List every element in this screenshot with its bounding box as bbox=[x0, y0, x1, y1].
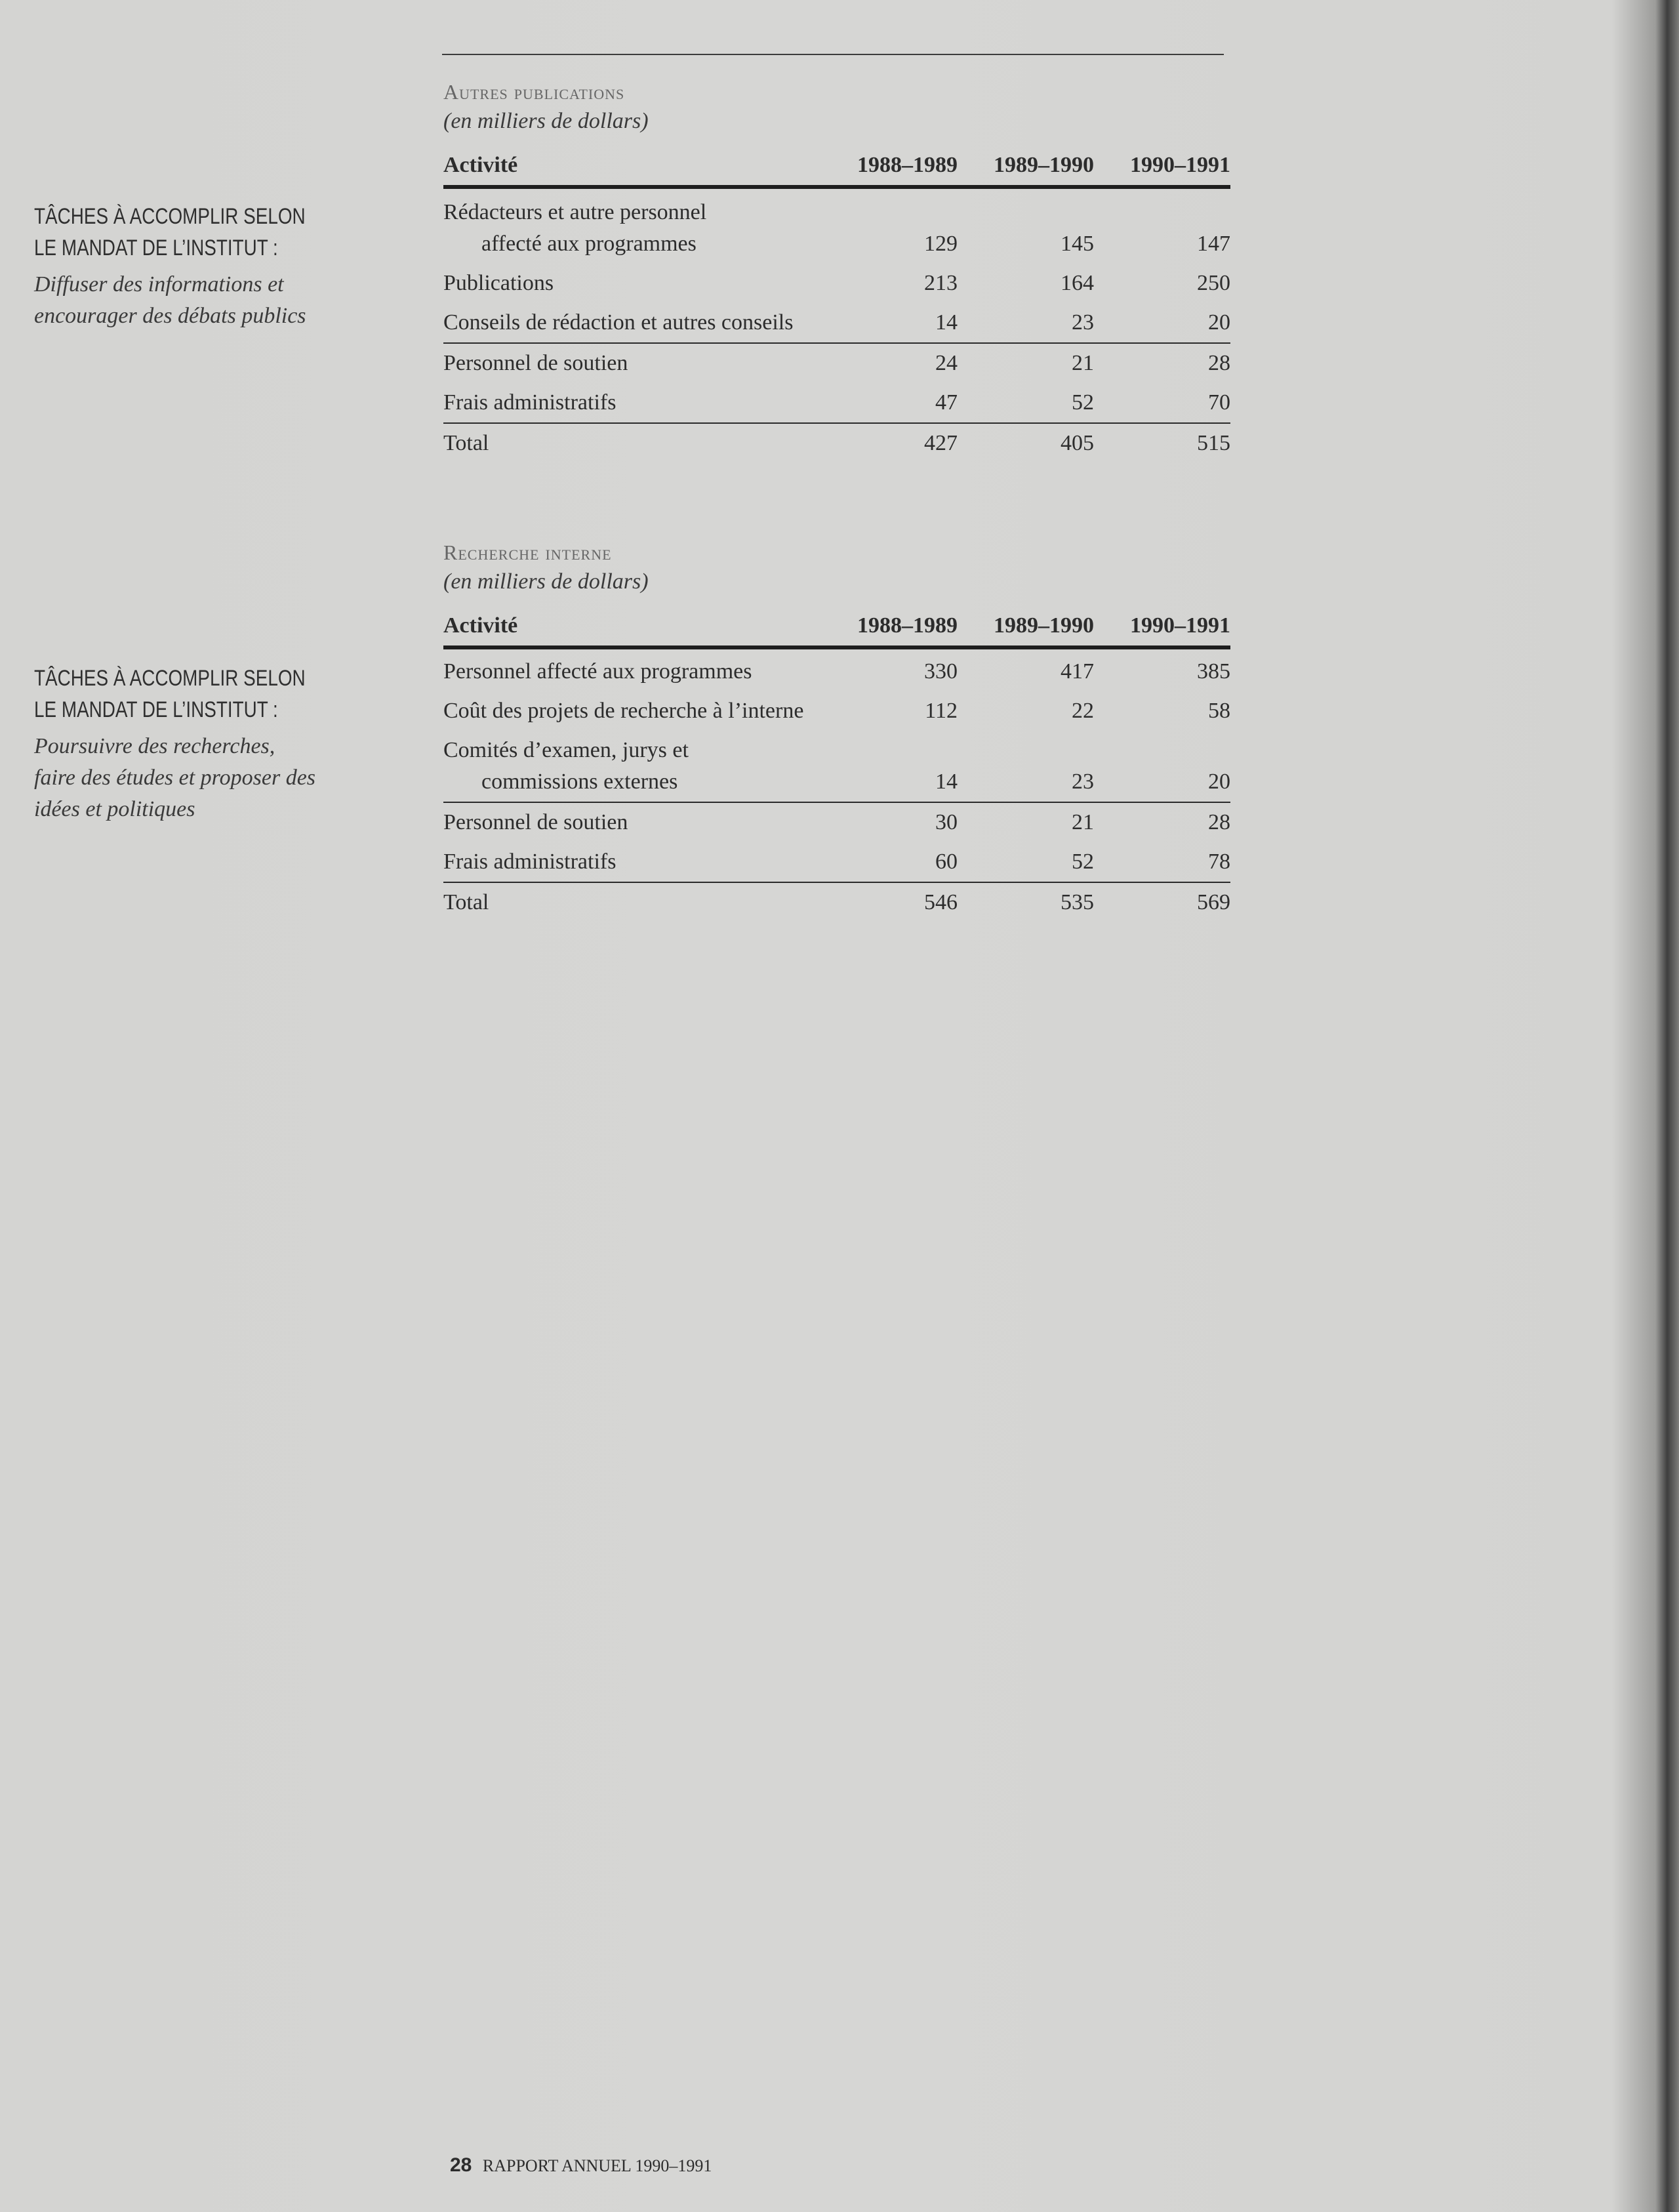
mandate-text-line: Diffuser des informations et bbox=[34, 272, 284, 297]
value-1989-1990: 21 bbox=[1072, 810, 1094, 834]
row-label: Conseils de rédaction et autres conseils bbox=[443, 310, 794, 335]
mandate-text-line: Poursuivre des recherches, bbox=[34, 734, 275, 758]
value-1990-1991: 569 bbox=[1197, 890, 1230, 914]
row-label: Personnel affecté aux programmes bbox=[443, 659, 752, 684]
row-label-line1: Rédacteurs et autre personnel bbox=[443, 200, 707, 224]
value-1989-1990: 21 bbox=[1072, 351, 1094, 375]
value-1990-1991: 70 bbox=[1208, 390, 1230, 415]
table-subtitle: (en milliers de dollars) bbox=[443, 109, 649, 133]
mandate-text-line: faire des études et proposer des bbox=[34, 766, 316, 790]
table-row bbox=[443, 691, 1230, 731]
value-1988-1989: 24 bbox=[935, 351, 958, 375]
header-activity: Activité bbox=[443, 613, 518, 638]
footer-text: RAPPORT ANNUEL 1990–1991 bbox=[482, 2156, 712, 2175]
mandate-sidebar-1 bbox=[34, 201, 375, 332]
value-1990-1991: 78 bbox=[1208, 850, 1230, 874]
mandate-heading-line2: LE MANDAT DE L’INSTITUT : bbox=[34, 236, 278, 260]
mandate-text bbox=[34, 731, 375, 825]
header-activity: Activité bbox=[443, 153, 518, 177]
table-autres-publications bbox=[443, 77, 1230, 463]
table-row bbox=[443, 383, 1230, 424]
table-row bbox=[443, 189, 1230, 264]
table-row bbox=[443, 649, 1230, 691]
row-label-line1: Comités d’examen, jurys et bbox=[443, 738, 689, 762]
table-row bbox=[443, 842, 1230, 883]
header-year-3: 1990–1991 bbox=[1130, 613, 1230, 638]
value-1990-1991: 28 bbox=[1208, 810, 1230, 834]
value-1989-1990: 417 bbox=[1061, 659, 1094, 684]
table-header bbox=[443, 151, 1230, 189]
value-1988-1989: 213 bbox=[924, 271, 958, 295]
value-1988-1989: 30 bbox=[935, 810, 958, 834]
table-subtitle: (en milliers de dollars) bbox=[443, 569, 649, 594]
value-1990-1991: 20 bbox=[1208, 310, 1230, 335]
mandate-text bbox=[34, 269, 375, 332]
row-label bbox=[443, 197, 821, 260]
row-label bbox=[443, 735, 821, 798]
value-1988-1989: 14 bbox=[935, 310, 958, 335]
table-row bbox=[443, 731, 1230, 803]
row-label: Coût des projets de recherche à l’interne bbox=[443, 699, 804, 723]
value-1988-1989: 427 bbox=[924, 431, 958, 455]
table-header bbox=[443, 611, 1230, 649]
value-1990-1991: 28 bbox=[1208, 351, 1230, 375]
data-table bbox=[443, 151, 1230, 463]
mandate-heading-line2: LE MANDAT DE L’INSTITUT : bbox=[34, 697, 278, 722]
header-year-3: 1990–1991 bbox=[1130, 153, 1230, 177]
page-number: 28 bbox=[450, 2154, 472, 2176]
table-row bbox=[443, 264, 1230, 303]
value-1988-1989: 60 bbox=[935, 850, 958, 874]
value-1989-1990: 23 bbox=[1072, 310, 1094, 335]
row-label-line2: commissions externes bbox=[481, 769, 678, 794]
mandate-heading-line1: TÂCHES À ACCOMPLIR SELON bbox=[34, 666, 306, 691]
data-table bbox=[443, 611, 1230, 922]
value-1990-1991: 250 bbox=[1197, 271, 1230, 295]
value-1989-1990: 164 bbox=[1061, 271, 1094, 295]
header-year-1: 1988–1989 bbox=[857, 613, 958, 638]
table-row bbox=[443, 344, 1230, 383]
row-label-line2: affecté aux programmes bbox=[481, 232, 697, 256]
value-1990-1991: 147 bbox=[1197, 232, 1230, 256]
value-1989-1990: 535 bbox=[1061, 890, 1094, 914]
table-recherche-interne bbox=[443, 538, 1230, 922]
row-label: Publications bbox=[443, 271, 554, 295]
value-1988-1989: 330 bbox=[924, 659, 958, 684]
mandate-text-line: encourager des débats publics bbox=[34, 304, 306, 328]
table-title: Recherche interne bbox=[443, 541, 612, 564]
table-row bbox=[443, 803, 1230, 842]
value-1988-1989: 14 bbox=[935, 769, 958, 794]
top-rule bbox=[442, 54, 1224, 55]
value-1989-1990: 145 bbox=[1061, 232, 1094, 256]
value-1990-1991: 58 bbox=[1208, 699, 1230, 723]
header-year-2: 1989–1990 bbox=[994, 153, 1094, 177]
value-1989-1990: 405 bbox=[1061, 431, 1094, 455]
mandate-text-line: idées et politiques bbox=[34, 797, 195, 821]
value-1989-1990: 52 bbox=[1072, 390, 1094, 415]
table-row-total bbox=[443, 424, 1230, 463]
value-1988-1989: 47 bbox=[935, 390, 958, 415]
table-row-total bbox=[443, 883, 1230, 922]
row-label: Frais administratifs bbox=[443, 850, 617, 874]
page-footer bbox=[450, 2154, 712, 2177]
header-year-1: 1988–1989 bbox=[857, 153, 958, 177]
row-label: Total bbox=[443, 431, 489, 455]
row-label: Frais administratifs bbox=[443, 390, 617, 415]
value-1990-1991: 20 bbox=[1208, 769, 1230, 794]
value-1988-1989: 546 bbox=[924, 890, 958, 914]
value-1988-1989: 129 bbox=[924, 232, 958, 256]
value-1988-1989: 112 bbox=[925, 699, 958, 723]
value-1989-1990: 23 bbox=[1072, 769, 1094, 794]
row-label: Total bbox=[443, 890, 489, 914]
value-1990-1991: 385 bbox=[1197, 659, 1230, 684]
value-1989-1990: 22 bbox=[1072, 699, 1094, 723]
value-1990-1991: 515 bbox=[1197, 431, 1230, 455]
mandate-heading-line1: TÂCHES À ACCOMPLIR SELON bbox=[34, 204, 306, 229]
row-label: Personnel de soutien bbox=[443, 351, 628, 375]
table-title: Autres publications bbox=[443, 80, 625, 104]
table-row bbox=[443, 303, 1230, 344]
mandate-sidebar-2 bbox=[34, 663, 375, 825]
value-1989-1990: 52 bbox=[1072, 850, 1094, 874]
row-label: Personnel de soutien bbox=[443, 810, 628, 834]
header-year-2: 1989–1990 bbox=[994, 613, 1094, 638]
